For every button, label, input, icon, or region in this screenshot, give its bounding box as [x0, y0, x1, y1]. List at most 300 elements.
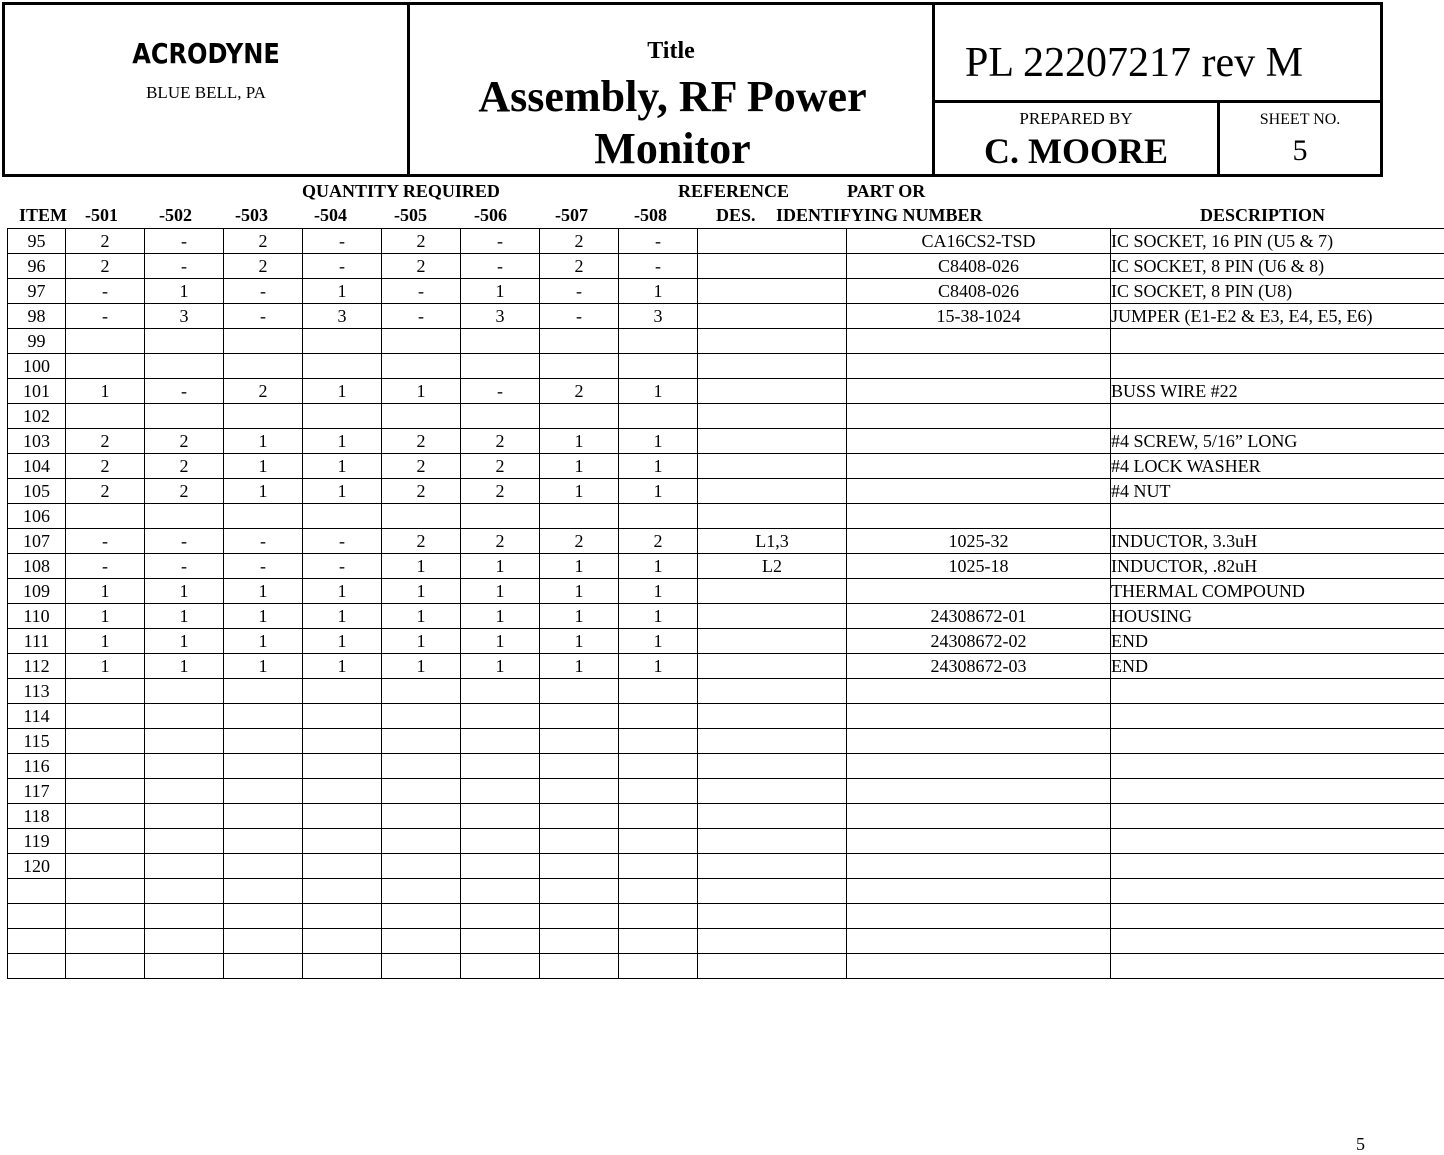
cell-qty-505 — [382, 729, 461, 754]
table-row — [8, 529, 1444, 554]
cell-reference-des — [698, 504, 847, 529]
cell-qty-508: 2 — [619, 529, 698, 554]
cell-qty-503: 1 — [224, 604, 303, 629]
cell-qty-501 — [66, 354, 145, 379]
cell-qty-504: 1 — [303, 479, 382, 504]
cell-qty-505: 1 — [382, 379, 461, 404]
cell-qty-506 — [461, 779, 540, 804]
cell-qty-508: 1 — [619, 279, 698, 304]
cell-qty-503 — [224, 779, 303, 804]
cell-qty-502 — [145, 754, 224, 779]
table-row — [8, 804, 1444, 829]
table-row — [8, 504, 1444, 529]
cell-item: 110 — [8, 604, 66, 629]
parts-list-table — [7, 228, 1444, 979]
cell-qty-501: - — [66, 554, 145, 579]
cell-item: 97 — [8, 279, 66, 304]
prepared-by-label: PREPARED BY — [935, 109, 1217, 129]
cell-qty-501: 1 — [66, 579, 145, 604]
cell-qty-508: 1 — [619, 629, 698, 654]
company-location: BLUE BELL, PA — [5, 83, 407, 103]
cell-qty-508: 1 — [619, 554, 698, 579]
cell-qty-508: 1 — [619, 654, 698, 679]
cell-qty-505: 1 — [382, 629, 461, 654]
cell-qty-506: 1 — [461, 604, 540, 629]
cell-qty-506 — [461, 679, 540, 704]
cell-qty-508 — [619, 854, 698, 879]
cell-qty-502 — [145, 354, 224, 379]
cell-qty-503 — [224, 354, 303, 379]
table-row — [8, 379, 1444, 404]
header-col-508: -508 — [634, 205, 667, 226]
cell-reference-des — [698, 754, 847, 779]
cell-qty-502 — [145, 779, 224, 804]
cell-part-number — [847, 579, 1111, 604]
cell-reference-des — [698, 479, 847, 504]
cell-qty-503 — [224, 504, 303, 529]
sheet-label: SHEET NO. — [1220, 111, 1380, 129]
cell-qty-508: 3 — [619, 304, 698, 329]
cell-qty-505: 2 — [382, 229, 461, 254]
cell-description: END — [1111, 654, 1444, 679]
cell-part-number — [847, 479, 1111, 504]
cell-description: IC SOCKET, 8 PIN (U8) — [1111, 279, 1444, 304]
cell-qty-502 — [145, 954, 224, 979]
table-row — [8, 879, 1444, 904]
table-row — [8, 304, 1444, 329]
cell-qty-505 — [382, 704, 461, 729]
cell-description — [1111, 404, 1444, 429]
cell-qty-508: 1 — [619, 454, 698, 479]
cell-reference-des — [698, 579, 847, 604]
prepared-by-name: C. MOORE — [935, 130, 1217, 172]
cell-qty-508 — [619, 879, 698, 904]
cell-qty-504: 1 — [303, 429, 382, 454]
cell-reference-des — [698, 429, 847, 454]
cell-item: 105 — [8, 479, 66, 504]
cell-reference-des — [698, 604, 847, 629]
cell-qty-503: 1 — [224, 479, 303, 504]
cell-part-number — [847, 904, 1111, 929]
cell-description — [1111, 704, 1444, 729]
table-row — [8, 404, 1444, 429]
cell-qty-505 — [382, 854, 461, 879]
header-col-505: -505 — [394, 205, 427, 226]
cell-qty-506: 2 — [461, 479, 540, 504]
cell-qty-504 — [303, 704, 382, 729]
cell-qty-505 — [382, 504, 461, 529]
cell-qty-502: 1 — [145, 654, 224, 679]
cell-qty-506 — [461, 954, 540, 979]
cell-qty-502 — [145, 904, 224, 929]
cell-item: 98 — [8, 304, 66, 329]
cell-qty-507: 1 — [540, 554, 619, 579]
cell-qty-502 — [145, 929, 224, 954]
cell-reference-des — [698, 329, 847, 354]
cell-qty-502: - — [145, 254, 224, 279]
table-row — [8, 904, 1444, 929]
cell-qty-506 — [461, 904, 540, 929]
cell-item: 113 — [8, 679, 66, 704]
cell-reference-des — [698, 379, 847, 404]
cell-qty-505: - — [382, 304, 461, 329]
cell-qty-506 — [461, 754, 540, 779]
cell-part-number — [847, 954, 1111, 979]
cell-reference-des — [698, 779, 847, 804]
cell-qty-501 — [66, 829, 145, 854]
cell-qty-505: 1 — [382, 604, 461, 629]
cell-qty-508 — [619, 704, 698, 729]
cell-qty-501 — [66, 329, 145, 354]
cell-qty-505: 1 — [382, 579, 461, 604]
cell-qty-501: 2 — [66, 429, 145, 454]
cell-qty-502: - — [145, 229, 224, 254]
cell-qty-507: 1 — [540, 429, 619, 454]
cell-qty-503 — [224, 729, 303, 754]
table-row — [8, 429, 1444, 454]
cell-qty-506: - — [461, 379, 540, 404]
cell-description — [1111, 854, 1444, 879]
cell-qty-501: 1 — [66, 629, 145, 654]
parts-list-body — [8, 229, 1444, 979]
cell-qty-502 — [145, 504, 224, 529]
cell-qty-506: 2 — [461, 529, 540, 554]
cell-qty-507: 1 — [540, 454, 619, 479]
cell-part-number — [847, 804, 1111, 829]
cell-reference-des — [698, 729, 847, 754]
header-col-507: -507 — [555, 205, 588, 226]
cell-qty-503: - — [224, 279, 303, 304]
cell-reference-des — [698, 679, 847, 704]
cell-qty-503 — [224, 404, 303, 429]
header-col-504: -504 — [314, 205, 347, 226]
cell-qty-505 — [382, 679, 461, 704]
cell-qty-504: - — [303, 254, 382, 279]
cell-qty-503 — [224, 704, 303, 729]
cell-qty-504 — [303, 829, 382, 854]
header-description: DESCRIPTION — [1200, 205, 1325, 226]
cell-part-number — [847, 829, 1111, 854]
cell-item: 119 — [8, 829, 66, 854]
cell-qty-501 — [66, 879, 145, 904]
cell-qty-506 — [461, 404, 540, 429]
cell-description: #4 NUT — [1111, 479, 1444, 504]
table-row — [8, 829, 1444, 854]
cell-qty-506: 3 — [461, 304, 540, 329]
cell-item: 114 — [8, 704, 66, 729]
cell-reference-des — [698, 829, 847, 854]
cell-qty-508 — [619, 804, 698, 829]
cell-qty-505 — [382, 779, 461, 804]
cell-qty-504: - — [303, 529, 382, 554]
cell-qty-503: 2 — [224, 254, 303, 279]
cell-reference-des — [698, 954, 847, 979]
cell-qty-504 — [303, 904, 382, 929]
cell-qty-508: - — [619, 229, 698, 254]
cell-item: 102 — [8, 404, 66, 429]
cell-qty-501 — [66, 904, 145, 929]
sheet-number: 5 — [1220, 134, 1380, 168]
table-row — [8, 954, 1444, 979]
cell-qty-503: - — [224, 554, 303, 579]
cell-reference-des — [698, 354, 847, 379]
cell-description — [1111, 754, 1444, 779]
cell-qty-508 — [619, 929, 698, 954]
table-row — [8, 354, 1444, 379]
cell-qty-501 — [66, 804, 145, 829]
cell-qty-502: 3 — [145, 304, 224, 329]
header-col-502: -502 — [159, 205, 192, 226]
cell-qty-502: 1 — [145, 629, 224, 654]
cell-qty-507 — [540, 829, 619, 854]
cell-item: 103 — [8, 429, 66, 454]
cell-qty-508 — [619, 729, 698, 754]
cell-qty-506: 2 — [461, 429, 540, 454]
cell-qty-501 — [66, 929, 145, 954]
cell-qty-501: 2 — [66, 229, 145, 254]
cell-qty-506 — [461, 354, 540, 379]
cell-qty-505 — [382, 879, 461, 904]
cell-qty-505 — [382, 954, 461, 979]
cell-qty-503 — [224, 754, 303, 779]
cell-qty-506 — [461, 504, 540, 529]
cell-qty-501 — [66, 779, 145, 804]
cell-qty-508 — [619, 679, 698, 704]
cell-qty-507: 1 — [540, 479, 619, 504]
cell-item: 116 — [8, 754, 66, 779]
header-quantity-required: QUANTITY REQUIRED — [302, 181, 500, 202]
cell-qty-507 — [540, 754, 619, 779]
cell-qty-507 — [540, 729, 619, 754]
cell-part-number — [847, 379, 1111, 404]
table-row — [8, 479, 1444, 504]
cell-part-number: 24308672-01 — [847, 604, 1111, 629]
cell-qty-501: 1 — [66, 604, 145, 629]
cell-qty-508 — [619, 954, 698, 979]
table-row — [8, 254, 1444, 279]
cell-description — [1111, 679, 1444, 704]
sheet-box — [1220, 103, 1380, 174]
cell-qty-502 — [145, 729, 224, 754]
cell-qty-502: 1 — [145, 279, 224, 304]
cell-description — [1111, 904, 1444, 929]
cell-qty-505: 2 — [382, 529, 461, 554]
cell-description — [1111, 804, 1444, 829]
cell-qty-504 — [303, 504, 382, 529]
cell-qty-507 — [540, 804, 619, 829]
cell-qty-501 — [66, 679, 145, 704]
cell-reference-des — [698, 629, 847, 654]
cell-qty-505: 1 — [382, 654, 461, 679]
cell-qty-507: - — [540, 304, 619, 329]
cell-item: 109 — [8, 579, 66, 604]
cell-qty-502 — [145, 829, 224, 854]
cell-qty-503: 1 — [224, 429, 303, 454]
cell-qty-503 — [224, 854, 303, 879]
cell-reference-des — [698, 279, 847, 304]
cell-qty-501 — [66, 754, 145, 779]
cell-description: #4 SCREW, 5/16” LONG — [1111, 429, 1444, 454]
cell-qty-508 — [619, 829, 698, 854]
cell-qty-503 — [224, 804, 303, 829]
cell-qty-507: - — [540, 279, 619, 304]
cell-qty-506 — [461, 929, 540, 954]
header-reference: REFERENCE — [678, 181, 789, 202]
cell-qty-503 — [224, 929, 303, 954]
cell-qty-507: 2 — [540, 254, 619, 279]
cell-qty-507 — [540, 404, 619, 429]
cell-qty-507: 2 — [540, 229, 619, 254]
cell-qty-506 — [461, 829, 540, 854]
cell-description — [1111, 729, 1444, 754]
cell-qty-501: 1 — [66, 654, 145, 679]
cell-qty-503 — [224, 829, 303, 854]
cell-qty-501 — [66, 704, 145, 729]
cell-description: THERMAL COMPOUND — [1111, 579, 1444, 604]
cell-qty-502: 2 — [145, 454, 224, 479]
cell-qty-504 — [303, 879, 382, 904]
table-row — [8, 654, 1444, 679]
cell-part-number — [847, 879, 1111, 904]
cell-qty-506 — [461, 879, 540, 904]
header-col-501: -501 — [85, 205, 118, 226]
cell-description: BUSS WIRE #22 — [1111, 379, 1444, 404]
cell-part-number: CA16CS2-TSD — [847, 229, 1111, 254]
cell-qty-501 — [66, 729, 145, 754]
cell-reference-des: L1,3 — [698, 529, 847, 554]
header-col-503: -503 — [235, 205, 268, 226]
cell-qty-504: 1 — [303, 604, 382, 629]
table-row — [8, 229, 1444, 254]
cell-reference-des — [698, 454, 847, 479]
cell-qty-504 — [303, 729, 382, 754]
cell-description — [1111, 504, 1444, 529]
cell-qty-508: 1 — [619, 429, 698, 454]
cell-part-number: C8408-026 — [847, 279, 1111, 304]
cell-qty-504 — [303, 754, 382, 779]
cell-qty-507 — [540, 354, 619, 379]
cell-qty-501: 2 — [66, 454, 145, 479]
cell-qty-505: 2 — [382, 479, 461, 504]
cell-description: #4 LOCK WASHER — [1111, 454, 1444, 479]
cell-qty-502 — [145, 679, 224, 704]
cell-part-number: 24308672-03 — [847, 654, 1111, 679]
table-row — [8, 604, 1444, 629]
cell-part-number: 1025-18 — [847, 554, 1111, 579]
cell-qty-503: - — [224, 529, 303, 554]
cell-reference-des: L2 — [698, 554, 847, 579]
cell-qty-503: 1 — [224, 654, 303, 679]
cell-item: 117 — [8, 779, 66, 804]
cell-qty-508: 1 — [619, 604, 698, 629]
cell-qty-505 — [382, 329, 461, 354]
cell-item: 111 — [8, 629, 66, 654]
cell-reference-des — [698, 929, 847, 954]
document-number: PL 22207217 rev M — [935, 5, 1380, 103]
cell-description: IC SOCKET, 8 PIN (U6 & 8) — [1111, 254, 1444, 279]
cell-qty-505: 2 — [382, 454, 461, 479]
title-block — [2, 2, 1383, 177]
cell-qty-502 — [145, 404, 224, 429]
cell-qty-507 — [540, 504, 619, 529]
cell-qty-504 — [303, 929, 382, 954]
doc-info-box — [935, 5, 1380, 174]
cell-reference-des — [698, 254, 847, 279]
cell-qty-502: - — [145, 379, 224, 404]
table-row — [8, 579, 1444, 604]
page-number: 5 — [1356, 1134, 1365, 1155]
cell-qty-503 — [224, 679, 303, 704]
cell-qty-507: 2 — [540, 379, 619, 404]
cell-qty-504 — [303, 404, 382, 429]
table-row — [8, 554, 1444, 579]
cell-qty-508 — [619, 329, 698, 354]
table-row — [8, 779, 1444, 804]
company-logo: ACRODYNE — [33, 37, 379, 70]
cell-description — [1111, 929, 1444, 954]
cell-part-number — [847, 679, 1111, 704]
cell-qty-506: - — [461, 254, 540, 279]
cell-qty-504: 1 — [303, 579, 382, 604]
cell-qty-506 — [461, 854, 540, 879]
cell-qty-504 — [303, 354, 382, 379]
cell-qty-501 — [66, 404, 145, 429]
cell-qty-506 — [461, 729, 540, 754]
cell-qty-506: - — [461, 229, 540, 254]
cell-item: 120 — [8, 854, 66, 879]
cell-reference-des — [698, 654, 847, 679]
table-row — [8, 679, 1444, 704]
cell-reference-des — [698, 879, 847, 904]
cell-qty-504 — [303, 779, 382, 804]
cell-qty-506 — [461, 329, 540, 354]
cell-qty-503 — [224, 954, 303, 979]
cell-qty-507 — [540, 679, 619, 704]
company-box — [5, 5, 410, 174]
cell-qty-502 — [145, 879, 224, 904]
cell-qty-508: 1 — [619, 379, 698, 404]
table-row — [8, 704, 1444, 729]
cell-qty-508 — [619, 904, 698, 929]
cell-item: 106 — [8, 504, 66, 529]
cell-qty-506: 1 — [461, 654, 540, 679]
cell-description — [1111, 879, 1444, 904]
cell-item: 115 — [8, 729, 66, 754]
table-row — [8, 454, 1444, 479]
cell-qty-508 — [619, 404, 698, 429]
cell-qty-506 — [461, 804, 540, 829]
cell-part-number — [847, 854, 1111, 879]
cell-qty-505: 1 — [382, 554, 461, 579]
cell-qty-502 — [145, 704, 224, 729]
cell-qty-504: 1 — [303, 654, 382, 679]
cell-qty-505: 2 — [382, 429, 461, 454]
cell-qty-504: 1 — [303, 629, 382, 654]
cell-item: 100 — [8, 354, 66, 379]
cell-qty-503 — [224, 879, 303, 904]
cell-part-number — [847, 504, 1111, 529]
cell-qty-504: 1 — [303, 379, 382, 404]
cell-qty-502: - — [145, 529, 224, 554]
cell-qty-506: 1 — [461, 579, 540, 604]
cell-item: 118 — [8, 804, 66, 829]
cell-item — [8, 879, 66, 904]
cell-qty-508 — [619, 779, 698, 804]
cell-qty-501: 2 — [66, 479, 145, 504]
cell-qty-506: 1 — [461, 629, 540, 654]
cell-part-number — [847, 429, 1111, 454]
table-row — [8, 279, 1444, 304]
